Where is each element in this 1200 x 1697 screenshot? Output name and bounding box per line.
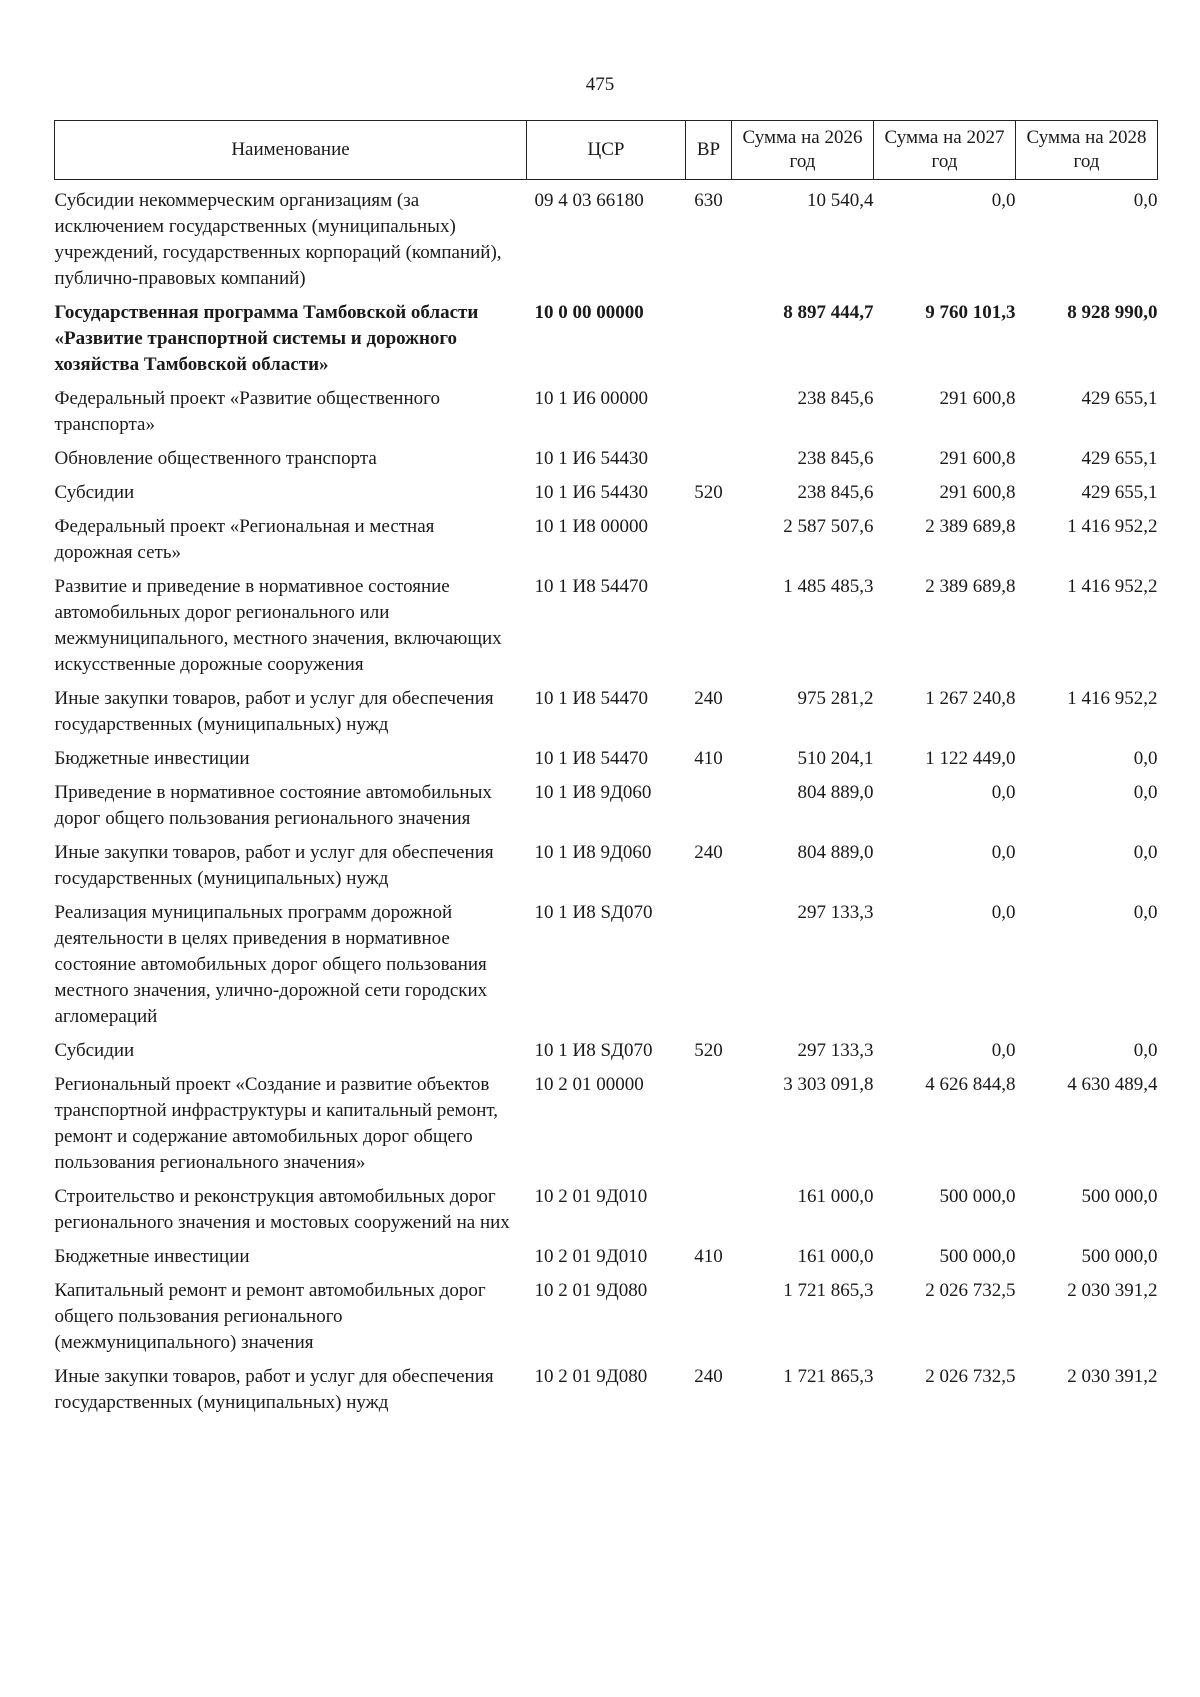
row-vr-cell: 410 xyxy=(694,748,723,769)
row-vr-cell xyxy=(686,574,732,686)
row-csr-cell: 10 1 И8 54470 xyxy=(534,576,648,597)
budget-table xyxy=(54,120,1158,1424)
row-sum-2027-cell: 0,0 xyxy=(991,1040,1016,1061)
row-vr-cell xyxy=(686,446,732,480)
row-csr-cell: 10 1 И6 54430 xyxy=(534,448,648,469)
row-sum-2026-cell: 975 281,2 xyxy=(797,688,874,709)
row-name-cell: Капитальный ремонт и ремонт автомобильных дорог общего пользования регионального (межмуниципального) значения xyxy=(54,1280,486,1353)
row-csr-cell: 10 1 И8 9Д060 xyxy=(534,782,652,803)
row-csr-cell: 10 2 01 00000 xyxy=(534,1074,644,1095)
row-sum-2026-cell: 238 845,6 xyxy=(797,388,874,409)
row-sum-2026-cell: 238 845,6 xyxy=(797,482,874,503)
table-row xyxy=(55,180,1158,301)
row-name-cell: Федеральный проект «Развитие общественного транспорта» xyxy=(54,388,440,435)
row-sum-2028-cell: 500 000,0 xyxy=(1081,1246,1158,1267)
row-sum-2026-cell: 161 000,0 xyxy=(797,1246,874,1267)
row-sum-2027-cell: 9 760 101,3 xyxy=(925,302,1016,323)
table-row xyxy=(55,780,1158,840)
row-name-cell: Региональный проект «Создание и развитие объектов транспортной инфраструктуры и капитальный ремонт, ремонт и содержание автомобильных дорог общего пользования регионального значения» xyxy=(54,1074,498,1173)
table-row xyxy=(55,900,1158,1038)
row-name-cell: Субсидии xyxy=(54,1040,135,1061)
row-sum-2028-cell: 429 655,1 xyxy=(1081,448,1158,469)
row-csr-cell: 10 2 01 9Д010 xyxy=(534,1186,648,1207)
row-sum-2027-cell: 0,0 xyxy=(991,190,1016,211)
row-sum-2026-cell: 2 587 507,6 xyxy=(783,516,874,537)
row-sum-2027-cell: 2 389 689,8 xyxy=(925,516,1016,537)
table-row xyxy=(55,1184,1158,1244)
row-sum-2028-cell: 8 928 990,0 xyxy=(1067,302,1158,323)
header-vr: ВР xyxy=(686,121,732,180)
row-sum-2028-cell: 0,0 xyxy=(1133,902,1158,923)
row-sum-2026-cell: 238 845,6 xyxy=(797,448,874,469)
table-row xyxy=(55,386,1158,446)
row-sum-2027-cell: 4 626 844,8 xyxy=(925,1074,1016,1095)
row-sum-2027-cell: 1 122 449,0 xyxy=(925,748,1016,769)
row-sum-2026-cell: 1 721 865,3 xyxy=(783,1280,874,1301)
row-csr-cell: 09 4 03 66180 xyxy=(534,190,644,211)
row-sum-2028-cell: 1 416 952,2 xyxy=(1067,516,1158,537)
table-row xyxy=(55,480,1158,514)
row-sum-2028-cell: 0,0 xyxy=(1133,782,1158,803)
row-sum-2027-cell: 0,0 xyxy=(991,782,1016,803)
row-name-cell: Строительство и реконструкция автомобильных дорог регионального значения и мостовых сооружений на них xyxy=(54,1186,510,1233)
row-sum-2027-cell: 291 600,8 xyxy=(939,388,1016,409)
table-row xyxy=(55,1244,1158,1278)
row-sum-2026-cell: 1 721 865,3 xyxy=(783,1366,874,1387)
row-sum-2027-cell: 2 026 732,5 xyxy=(925,1280,1016,1301)
row-csr-cell: 10 0 00 00000 xyxy=(534,302,644,323)
row-csr-cell: 10 1 И8 54470 xyxy=(534,688,648,709)
row-name-cell: Реализация муниципальных программ дорожной деятельности в целях приведения в нормативное состояние автомобильных дорог общего пользования местного значения, улично-дорожной сети городских агломераций xyxy=(54,902,488,1027)
row-sum-2028-cell: 0,0 xyxy=(1133,842,1158,863)
row-sum-2028-cell: 429 655,1 xyxy=(1081,388,1158,409)
row-name-cell: Приведение в нормативное состояние автомобильных дорог общего пользования регионального значения xyxy=(54,782,492,829)
row-vr-cell: 630 xyxy=(694,190,723,211)
row-csr-cell: 10 2 01 9Д010 xyxy=(534,1246,648,1267)
row-csr-cell: 10 1 И8 9Д060 xyxy=(534,842,652,863)
page-number: 475 xyxy=(585,74,615,95)
table-body xyxy=(55,180,1158,1425)
row-name-cell: Федеральный проект «Региональная и местная дорожная сеть» xyxy=(54,516,435,563)
row-csr-cell: 10 2 01 9Д080 xyxy=(534,1280,648,1301)
row-csr-cell: 10 1 И8 00000 xyxy=(534,516,648,537)
row-sum-2027-cell: 1 267 240,8 xyxy=(925,688,1016,709)
row-sum-2026-cell: 510 204,1 xyxy=(797,748,874,769)
row-name-cell: Развитие и приведение в нормативное состояние автомобильных дорог регионального или межмуниципального, местного значения, включающих искусственные дорожные сооружения xyxy=(54,576,502,675)
table-row xyxy=(55,1278,1158,1364)
row-name-cell: Субсидии xyxy=(54,482,135,503)
row-sum-2028-cell: 1 416 952,2 xyxy=(1067,576,1158,597)
row-vr-cell xyxy=(686,1184,732,1244)
table-row xyxy=(55,514,1158,574)
table-row xyxy=(55,1364,1158,1424)
row-sum-2028-cell: 0,0 xyxy=(1133,1040,1158,1061)
row-sum-2027-cell: 0,0 xyxy=(991,842,1016,863)
row-sum-2026-cell: 161 000,0 xyxy=(797,1186,874,1207)
row-sum-2028-cell: 500 000,0 xyxy=(1081,1186,1158,1207)
row-sum-2028-cell: 2 030 391,2 xyxy=(1067,1280,1158,1301)
row-sum-2028-cell: 0,0 xyxy=(1133,190,1158,211)
header-name: Наименование xyxy=(55,121,527,180)
row-csr-cell: 10 1 И8 SД070 xyxy=(534,902,653,923)
row-vr-cell: 520 xyxy=(694,482,723,503)
row-csr-cell: 10 1 И6 00000 xyxy=(534,388,648,409)
header-sum-2026: Сумма на 2026 год xyxy=(732,121,874,180)
row-sum-2026-cell: 3 303 091,8 xyxy=(783,1074,874,1095)
row-vr-cell: 240 xyxy=(694,1366,723,1387)
row-sum-2027-cell: 0,0 xyxy=(991,902,1016,923)
row-name-cell: Иные закупки товаров, работ и услуг для обеспечения государственных (муниципальных) нужд xyxy=(54,842,494,889)
table-row xyxy=(55,746,1158,780)
row-csr-cell: 10 1 И8 SД070 xyxy=(534,1040,653,1061)
row-sum-2026-cell: 297 133,3 xyxy=(797,1040,874,1061)
row-vr-cell xyxy=(686,300,732,386)
table-row xyxy=(55,300,1158,386)
header-sum-2028: Сумма на 2028 год xyxy=(1016,121,1158,180)
row-vr-cell xyxy=(686,514,732,574)
row-name-cell: Бюджетные инвестиции xyxy=(54,1246,250,1267)
row-name-cell: Субсидии некоммерческим организациям (за исключением государственных (муниципальных) учреждений, государственных корпораций (компаний), публично-правовых компаний) xyxy=(54,190,502,289)
row-sum-2026-cell: 8 897 444,7 xyxy=(783,302,874,323)
row-vr-cell xyxy=(686,1072,732,1184)
table-row xyxy=(55,1072,1158,1184)
row-sum-2026-cell: 297 133,3 xyxy=(797,902,874,923)
row-sum-2026-cell: 804 889,0 xyxy=(797,842,874,863)
row-sum-2028-cell: 0,0 xyxy=(1133,748,1158,769)
row-name-cell: Иные закупки товаров, работ и услуг для обеспечения государственных (муниципальных) нужд xyxy=(54,1366,494,1413)
header-sum-2027: Сумма на 2027 год xyxy=(874,121,1016,180)
table-row xyxy=(55,446,1158,480)
row-vr-cell: 410 xyxy=(694,1246,723,1267)
row-sum-2028-cell: 4 630 489,4 xyxy=(1067,1074,1158,1095)
row-name-cell: Обновление общественного транспорта xyxy=(54,448,377,469)
row-csr-cell: 10 1 И8 54470 xyxy=(534,748,648,769)
table-row xyxy=(55,1038,1158,1072)
row-name-cell: Бюджетные инвестиции xyxy=(54,748,250,769)
row-sum-2027-cell: 2 389 689,8 xyxy=(925,576,1016,597)
row-vr-cell xyxy=(686,780,732,840)
header-csr: ЦСР xyxy=(527,121,686,180)
row-sum-2026-cell: 10 540,4 xyxy=(807,190,874,211)
table-row xyxy=(55,686,1158,746)
row-name-cell: Государственная программа Тамбовской области «Развитие транспортной системы и дорожного хозяйства Тамбовской области» xyxy=(54,302,479,375)
row-vr-cell: 240 xyxy=(694,688,723,709)
row-vr-cell xyxy=(686,900,732,1038)
row-sum-2028-cell: 1 416 952,2 xyxy=(1067,688,1158,709)
row-sum-2027-cell: 291 600,8 xyxy=(939,448,1016,469)
row-vr-cell: 520 xyxy=(694,1040,723,1061)
row-vr-cell xyxy=(686,1278,732,1364)
row-csr-cell: 10 1 И6 54430 xyxy=(534,482,648,503)
table-row xyxy=(55,574,1158,686)
row-csr-cell: 10 2 01 9Д080 xyxy=(534,1366,648,1387)
row-sum-2027-cell: 500 000,0 xyxy=(939,1186,1016,1207)
row-sum-2026-cell: 804 889,0 xyxy=(797,782,874,803)
row-vr-cell xyxy=(686,386,732,446)
table-header xyxy=(55,121,1158,180)
row-sum-2027-cell: 500 000,0 xyxy=(939,1246,1016,1267)
row-sum-2027-cell: 2 026 732,5 xyxy=(925,1366,1016,1387)
row-vr-cell: 240 xyxy=(694,842,723,863)
row-name-cell: Иные закупки товаров, работ и услуг для обеспечения государственных (муниципальных) нужд xyxy=(54,688,494,735)
row-sum-2026-cell: 1 485 485,3 xyxy=(783,576,874,597)
row-sum-2028-cell: 429 655,1 xyxy=(1081,482,1158,503)
row-sum-2027-cell: 291 600,8 xyxy=(939,482,1016,503)
row-sum-2028-cell: 2 030 391,2 xyxy=(1067,1366,1158,1387)
table-row xyxy=(55,840,1158,900)
